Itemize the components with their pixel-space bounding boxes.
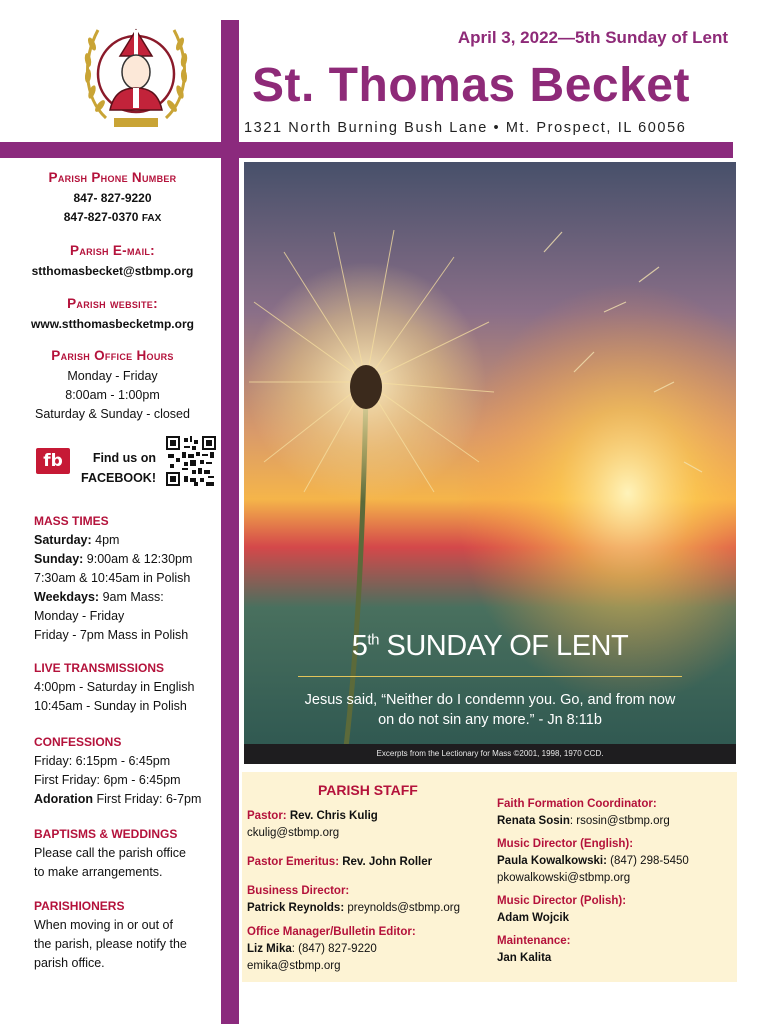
cross-vertical-bar <box>221 20 239 1024</box>
hero-quote-line: Jesus said, “Neither do I condemn you. Go, and from now <box>304 692 676 708</box>
mass-times-heading: MASS TIMES <box>34 514 109 528</box>
hero-divider <box>298 676 682 677</box>
faith-line <box>497 813 689 830</box>
confessions-heading: CONFESSIONS <box>34 735 122 749</box>
phone-number: 847- 827-9220 <box>73 191 152 205</box>
parish-name: St. Thomas Becket <box>252 59 690 112</box>
business-role: Business Director: <box>247 885 350 897</box>
hero-title-number: 5 <box>351 630 368 662</box>
adoration-time: First Friday: 6-7pm <box>93 792 202 806</box>
office-role: Office Manager/Bulletin Editor: <box>247 926 416 938</box>
office-hours-line: Monday - Friday <box>67 369 158 383</box>
confessions-line: First Friday: 6pm - 6:45pm <box>34 773 181 787</box>
office-hours-line: Saturday & Sunday - closed <box>35 407 190 421</box>
parish-logo <box>80 14 192 132</box>
parish-email[interactable]: stthomasbecket@stbmp.org <box>31 264 194 278</box>
pastor-role: Pastor: <box>247 810 287 822</box>
business-line <box>247 900 460 917</box>
website-heading: Parish website: <box>67 296 158 311</box>
phone-heading: Parish Phone Number <box>48 170 177 185</box>
music-en-email[interactable]: pkowalkowski@stbmp.org <box>497 872 631 884</box>
hero-copyright: Excerpts from the Lectionary for Mass ©2001, 1998, 1970 CCD. <box>244 744 736 764</box>
parishioners-heading: PARISHIONERS <box>34 899 125 913</box>
fax-number: 847-827-0370 <box>63 210 139 224</box>
parishioners-line: When moving in or out of <box>34 918 173 932</box>
parish-website[interactable]: www.stthomasbecketmp.org <box>31 317 194 331</box>
cross-horizontal-bar <box>0 142 733 158</box>
office-email[interactable]: emika@stbmp.org <box>247 960 341 972</box>
office-name: Liz Mika <box>247 943 292 955</box>
mass-saturday-label: Saturday: <box>34 533 92 547</box>
maintenance-role: Maintenance: <box>497 935 571 947</box>
baptisms-heading: BAPTISMS & WEDDINGS <box>34 827 178 841</box>
confessions-line: Friday: 6:15pm - 6:45pm <box>34 754 171 768</box>
qr-code-icon[interactable] <box>166 436 216 486</box>
live-heading: LIVE TRANSMISSIONS <box>34 661 165 675</box>
staff-left-column <box>247 808 460 975</box>
baptisms-section <box>34 825 219 882</box>
office-line <box>247 941 460 958</box>
mass-sunday-label: Sunday: <box>34 552 84 566</box>
facebook-text[interactable] <box>76 448 156 488</box>
mass-times-section <box>34 512 219 645</box>
parish-staff-title: PARISH STAFF <box>318 782 418 798</box>
live-line: 10:45am - Sunday in Polish <box>34 699 187 713</box>
mass-saturday-time: 4pm <box>91 533 120 547</box>
hero-title-rest: SUNDAY OF LENT <box>378 630 629 662</box>
music-en-line <box>497 853 689 870</box>
facebook-line1: Find us on <box>92 451 156 465</box>
staff-right-column <box>497 796 689 967</box>
mass-saturday <box>34 531 219 550</box>
baptisms-line: Please call the parish office <box>34 846 186 860</box>
office-hours-line: 8:00am - 1:00pm <box>65 388 160 402</box>
music-en-phone: (847) 298-5450 <box>606 855 689 867</box>
fax-label: FAX <box>141 213 162 224</box>
pastor-name: Rev. Chris Kulig <box>286 810 378 822</box>
music-pl-name: Adam Wojcik <box>497 912 569 924</box>
email-heading: Parish E-mail: <box>70 243 155 258</box>
lent-cover-image <box>244 162 736 764</box>
mass-weekdays-time: 9am Mass: <box>99 590 164 604</box>
mass-polish: 7:30am & 10:45am in Polish <box>34 571 191 585</box>
mass-weekdays-label: Weekdays: <box>34 590 100 604</box>
hero-quote <box>244 690 736 730</box>
baptisms-line: to make arrangements. <box>34 865 163 879</box>
facebook-line2: FACEBOOK! <box>81 471 156 485</box>
pastor-email[interactable]: ckulig@stbmp.org <box>247 827 340 839</box>
adoration-line <box>34 790 219 809</box>
confessions-section <box>34 733 219 809</box>
hero-title-suffix: th <box>367 631 379 649</box>
adoration-label: Adoration <box>34 792 94 806</box>
parish-address: 1321 North Burning Bush Lane • Mt. Prospect, IL 60056 <box>244 120 687 136</box>
emeritus-name: Rev. John Roller <box>339 856 433 868</box>
music-en-name: Paula Kowalkowski: <box>497 855 607 867</box>
office-phone: : (847) 827-9220 <box>291 943 377 955</box>
maintenance-name: Jan Kalita <box>497 952 552 964</box>
live-line: 4:00pm - Saturday in English <box>34 680 195 694</box>
office-hours-heading: Parish Office Hours <box>51 348 174 363</box>
business-email[interactable]: preynolds@stbmp.org <box>344 902 461 914</box>
music-pl-role: Music Director (Polish): <box>497 895 627 907</box>
faith-role: Faith Formation Coordinator: <box>497 798 657 810</box>
parishioners-section <box>34 897 219 973</box>
live-section <box>34 659 219 716</box>
hero-title <box>244 630 736 663</box>
mass-sunday-time: 9:00am & 12:30pm <box>83 552 193 566</box>
mass-weekdays-days: Monday - Friday <box>34 609 125 623</box>
parish-staff-box <box>242 772 737 982</box>
faith-email[interactable]: : rsosin@stbmp.org <box>569 815 670 827</box>
music-en-role: Music Director (English): <box>497 838 634 850</box>
business-name: Patrick Reynolds: <box>247 902 345 914</box>
parishioners-line: parish office. <box>34 956 105 970</box>
facebook-icon[interactable]: fb <box>36 448 70 474</box>
dandelion-illustration <box>244 162 736 764</box>
parishioners-line: the parish, please notify the <box>34 937 187 951</box>
faith-name: Renata Sosin <box>497 815 570 827</box>
mass-friday-polish: Friday - 7pm Mass in Polish <box>34 628 189 642</box>
fax-line <box>10 208 215 228</box>
pastor-line <box>247 808 460 825</box>
mass-weekdays <box>34 588 219 607</box>
emeritus-line <box>247 854 460 871</box>
emeritus-role: Pastor Emeritus: <box>247 856 340 868</box>
hero-quote-line: on do not sin any more.” - Jn 8:11b <box>378 712 602 728</box>
bulletin-date: April 3, 2022—5th Sunday of Lent <box>457 28 728 47</box>
mass-sunday <box>34 550 219 569</box>
